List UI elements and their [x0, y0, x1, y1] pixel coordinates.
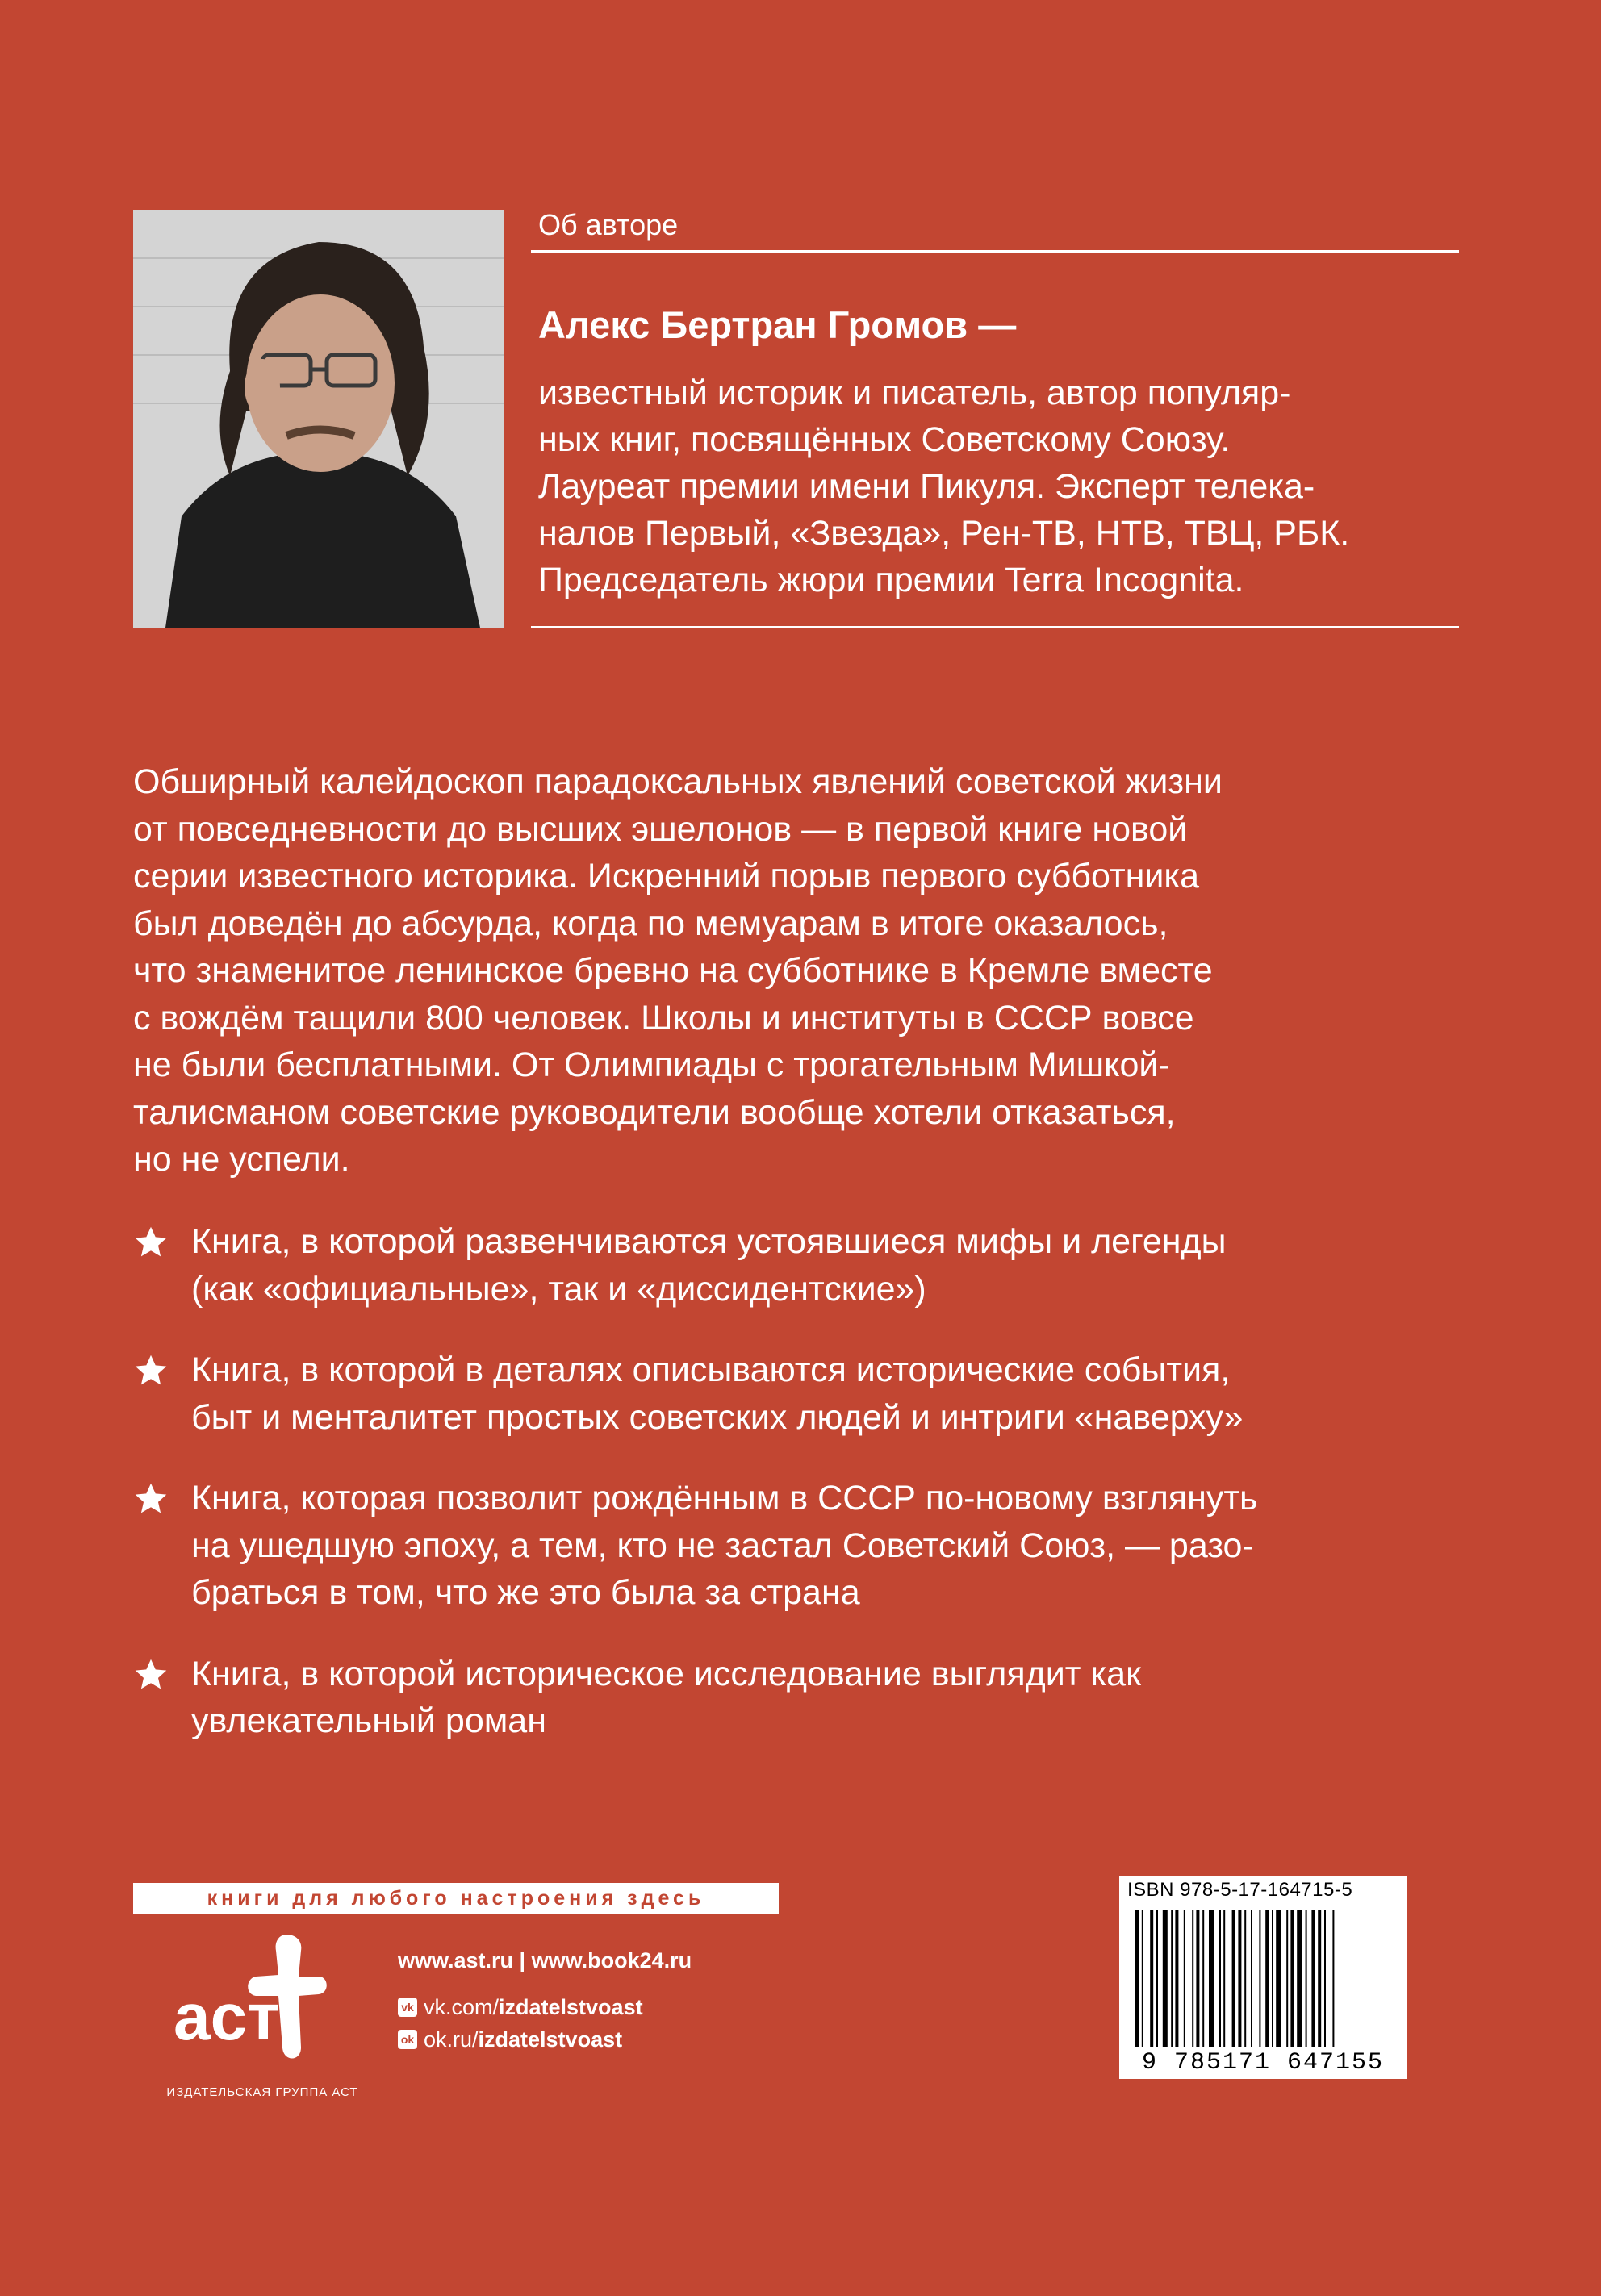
star-icon: [133, 1657, 169, 1693]
ok-link[interactable]: [398, 2023, 692, 2056]
ok-icon: ok: [398, 2030, 417, 2049]
star-icon: [133, 1353, 169, 1388]
website-links[interactable]: www.ast.ru | www.book24.ru: [398, 1948, 692, 1972]
vk-icon: vk: [398, 1998, 417, 2017]
star-icon: [133, 1225, 169, 1260]
description-line: но не успели.: [133, 1140, 350, 1179]
description-line: с вождём тащили 800 человек. Школы и институты в СССР вовсе: [133, 998, 1194, 1037]
divider-top: [531, 250, 1459, 253]
ok-link-handle: izdatelstvoast: [478, 2027, 623, 2052]
feature-item: [133, 1475, 1505, 1617]
book-description: [133, 758, 1473, 1183]
feature-line: на ушедшую эпоху, а тем, кто не застал Советский Союз, — разо-: [191, 1526, 1254, 1565]
description-line: талисманом советские руководители вообще хотели отказаться,: [133, 1092, 1176, 1132]
feature-item: [133, 1218, 1505, 1313]
ok-link-prefix: ok.ru/: [424, 2027, 479, 2052]
feature-list: [133, 1218, 1505, 1779]
feature-item: [133, 1651, 1505, 1745]
feature-line: увлекательный роман: [191, 1701, 546, 1740]
contact-links: [398, 1944, 692, 2056]
barcode-number: 9 785171 647155: [1141, 2049, 1385, 2077]
isbn-number: ISBN 978-5-17-164715-5: [1127, 1879, 1353, 1901]
author-bio-line: Председатель жюри премии Terra Incognita.: [538, 561, 1244, 599]
feature-line: Книга, в которой в деталях описываются исторические события,: [191, 1350, 1231, 1389]
author-bio-line: Лауреат премии имени Пикуля. Эксперт телека-: [538, 467, 1315, 506]
feature-line: (как «официальные», так и «диссидентские»): [191, 1269, 926, 1309]
author-bio: [538, 369, 1466, 603]
description-line: был доведён до абсурда, когда по мемуарам в итоге оказалось,: [133, 904, 1168, 943]
author-photo: [133, 210, 504, 628]
feature-line: Книга, в которой развенчиваются устоявшиеся мифы и легенды: [191, 1222, 1227, 1261]
feature-item: [133, 1346, 1505, 1441]
author-bio-line: налов Первый, «Звезда», Рен-ТВ, НТВ, ТВЦ, РБК.: [538, 514, 1350, 553]
vk-link[interactable]: [398, 1991, 692, 2023]
feature-line: быт и менталитет простых советских людей и интриги «наверху»: [191, 1397, 1244, 1437]
description-line: серии известного историка. Искренний порыв первого субботника: [133, 857, 1200, 895]
about-author-label: Об авторе: [538, 208, 679, 241]
ast-logo-text: аст: [173, 1981, 280, 2054]
description-line: Обширный калейдоскоп парадоксальных явлений советской жизни: [133, 762, 1223, 801]
description-line: от повседневности до высших эшелонов — в первой книге новой: [133, 809, 1188, 849]
vk-link-handle: izdatelstvoast: [499, 1995, 643, 2019]
vk-link-prefix: vk.com/: [424, 1995, 500, 2019]
feature-line: браться в том, что же это была за страна: [191, 1573, 860, 1612]
divider-bottom: [531, 626, 1459, 628]
publisher-name: ИЗДАТЕЛЬСКАЯ ГРУППА АСТ: [166, 2085, 358, 2099]
description-line: не были бесплатными. От Олимпиады с трогательным Мишкой-: [133, 1046, 1170, 1084]
author-bio-line: ных книг, посвящённых Советскому Союзу.: [538, 420, 1231, 459]
barcode-bars: [1134, 1910, 1392, 2047]
barcode: [1119, 1876, 1407, 2079]
description-line: что знаменитое ленинское бревно на субботнике в Кремле вместе: [133, 951, 1213, 990]
feature-line: Книга, которая позволит рождённым в СССР по-новому взглянуть: [191, 1479, 1258, 1517]
ast-logo: [165, 1927, 351, 2080]
author-bio-line: известный историк и писатель, автор популяр-: [538, 374, 1291, 412]
feature-line: Книга, в которой историческое исследование выглядит как: [191, 1654, 1141, 1693]
tagline-banner: книги для любого настроения здесь: [133, 1883, 779, 1914]
star-icon: [133, 1481, 169, 1517]
author-name: Алекс Бертран Громов —: [538, 303, 1017, 346]
